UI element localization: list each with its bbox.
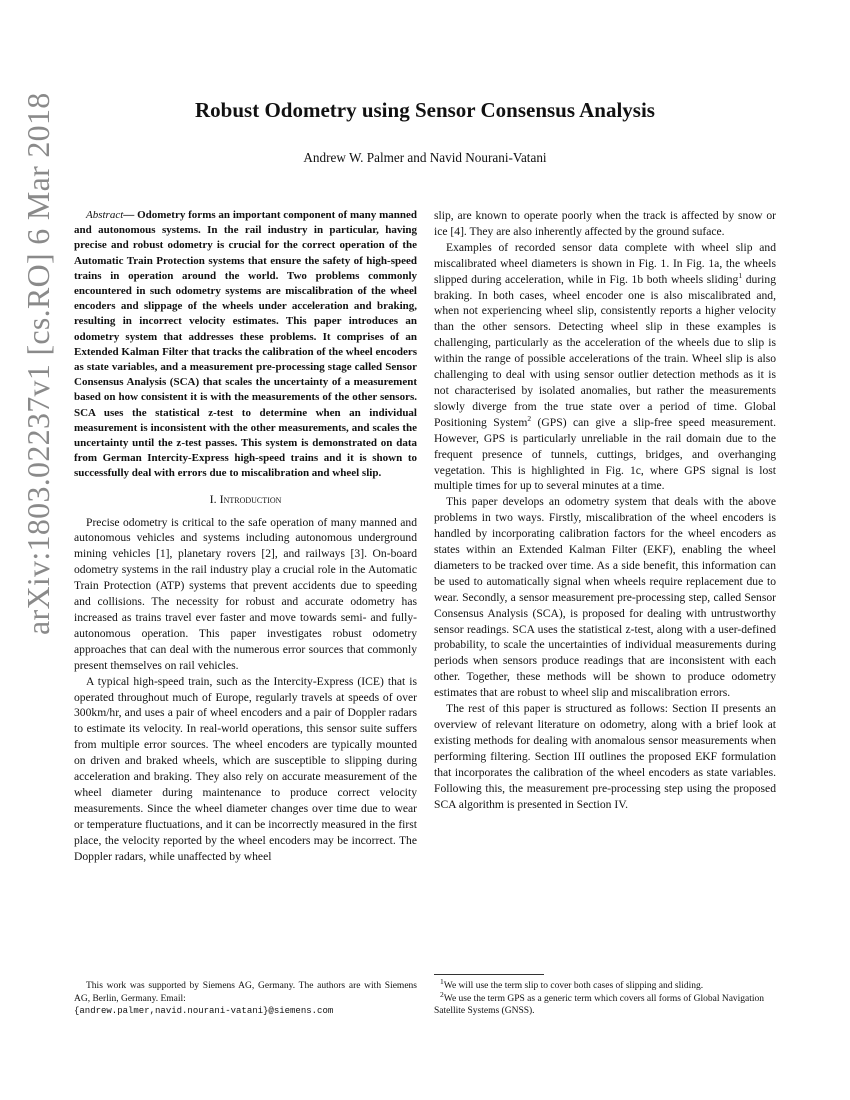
funding-text: This work was supported by Siemens AG, Germany. The authors are with Siemens AG, Berlin, Germany. Email: xyxy=(74,981,417,1004)
abstract xyxy=(74,208,417,482)
author-email[interactable]: {andrew.palmer,navid.nourani-vatani}@siemens.com xyxy=(74,1006,334,1017)
right-column xyxy=(434,208,776,812)
footnote-divider xyxy=(434,974,544,975)
p3-text-a: Examples of recorded sensor data complete with wheel slip and miscalibrated wheel diameters is shown in Fig. 1. In Fig. 1a, the wheels slipped during acceleration, while in Fig. 1b both wheels sliding xyxy=(434,240,776,286)
abstract-text: — Odometry forms an important component of many manned and autonomous systems. In the rail industry in particular, having precise and robust odometry is crucial for the correct operation of the Automatic Train Protection systems that ensure the safety of high-speed trains in operation around the world. Two problems commonly encountered in such odometry systems are miscalibration of the wheel encoders and slippage of the wheels under acceleration and braking, resulting in incorrect velocity estimates. This paper introduces an odometry system that addresses these problems. It comprises of an Extended Kalman Filter that tracks the calibration of the wheel encoders as state variables, and a measurement pre-processing stage called Sensor Consensus Analysis (SCA) that scales the uncertainty of a measurement based on how consistent it is with the measurements of the other sensors. SCA uses the statistical z-test to determine when an individual measurement is inconsistent with the other measurements, and scales the uncertainty until the z-test passes. This system is demonstrated on data from German Intercity-Express high-speed trains and it is shown to successfully deal with errors due to miscalibration and wheel slip. xyxy=(74,209,417,480)
p3-text-c: (GPS) can give a slip-free speed measurement. However, GPS is particularly unreliable in the rail domain due to the frequent presence of tunnels, cuttings, bridges, and overhanging vegetation. This is highlighted in Fig. 1c, where GPS signal is lost multiple times for up to several minutes at a time. xyxy=(434,415,776,493)
footnote-1 xyxy=(434,976,776,993)
footnote-1-text: We will use the term slip to cover both cases of slipping and sliding. xyxy=(443,981,704,991)
funding-footnote xyxy=(74,980,417,1018)
paper-authors: Andrew W. Palmer and Navid Nourani-Vatani xyxy=(303,150,547,165)
intro-paragraph-1: Precise odometry is critical to the safe operation of many manned and autonomous vehicles and systems including autonomous underground mining vehicles [1], planetary rovers [2], and railways [3]. On-board odometry systems in the rail industry play a crucial role in the Automatic Train Protection (ATP) systems that prevent accidents due to speeding and collisions. The necessity for robust and accurate odometry has increased as trains travel ever faster and move towards semi- and fully-autonomous operation. This paper investigates robust odometry approaches that can deal with the numerous error sources that commonly present themselves on rail vehicles. xyxy=(74,515,417,672)
p3-text-b: during braking. In both cases, wheel encoder one is also miscalibrated and, when not experiencing wheel slip, consistently reports a higher velocity than the other sensors. Detecting wheel slip in these examples is challenging, particularly as the acceleration of the wheels due to slip is within the range of possible accelerations of the train. Wheel slip is also challenging to deal with using sensor outlier detection methods as it is not characterised by isolated anomalies, but rather the measurements slowly diverge from the true state over a period of time. Global Positioning System xyxy=(434,272,777,429)
footnote-2-text: We use the term GPS as a generic term which covers all forms of Global Navigation Satellite Systems (GNSS). xyxy=(434,993,765,1017)
arxiv-identifier[interactable]: arXiv:1803.02237v1 [cs.RO] 6 Mar 2018 xyxy=(19,92,56,635)
abstract-label: Abstract xyxy=(86,209,124,221)
intro-paragraph-3 xyxy=(434,240,776,495)
footnote-1-mark: 1 xyxy=(440,976,444,986)
footnotes xyxy=(434,976,776,1018)
paper-title: Robust Odometry using Sensor Consensus Analysis xyxy=(195,98,655,122)
footnote-2 xyxy=(434,989,776,1018)
section-heading-introduction: I. Introduction xyxy=(209,491,282,506)
intro-paragraph-5: The rest of this paper is structured as follows: Section II presents an overview of relevant literature on odometry, along with a brief look at existing methods for dealing with anomalous sensor measurements when performing filtering. Section III outlines the proposed EKF formulation that incorporates the calibration of the wheel encoders as state variables. Following this, the measurement pre-processing step using the proposed SCA algorithm is presented in Section IV. xyxy=(434,702,776,811)
intro-paragraph-2-continued: slip, are known to operate poorly when the track is affected by snow or ice [4]. They are also inherently affected by the ground suface. xyxy=(434,209,776,238)
intro-paragraph-2: A typical high-speed train, such as the Intercity-Express (ICE) that is operated throughout much of Europe, regularly travels at speeds of over 300km/hr, and uses a pair of wheel encoders and a pair of Doppler radars to estimate its velocity. In real-world operations, this sensor suite suffers from multiple error sources. The wheel encoders are typically mounted on driven and braked wheels, which are susceptible to slipping during acceleration and braking. They also rely on accurate measurement of the wheel diameter during maintenance to produce correct velocity measurements. Since the wheel diameter changes over time due to wear or temperature fluctuations, and it can be incorrectly measured in the first place, the velocity reported by the wheel encoders may be incorrect. The Doppler radars, while unaffected by wheel xyxy=(74,674,417,863)
left-column xyxy=(74,208,417,865)
footnote-ref-1: 1 xyxy=(738,270,743,280)
footnote-2-mark: 2 xyxy=(440,989,444,999)
intro-paragraph-4: This paper develops an odometry system that deals with the above problems in two ways. Firstly, miscalibration of the wheel encoders is handled by incorporating calibration factors for the wheel encoders as states within an Extended Kalman Filter (EKF), enabling the wheel diameters to be tracked over time. As a side benefit, this information can be used to automatically signal when wheels require replacement due to wear. Secondly, a sensor measurement pre-processing step, called Sensor Consensus Analysis (SCA), is proposed for dealing with untrustworthy sensor readings. SCA uses the statistical z-test, along with a user-defined probability, to scale the uncertainties of individual measurements during periods when sensors produce readings that are inconsistent with each other. Together, these methods will be shown to produce odometry estimates that are robust to wheel slip and miscalibration errors. xyxy=(434,495,776,700)
footnote-ref-2: 2 xyxy=(527,413,532,423)
